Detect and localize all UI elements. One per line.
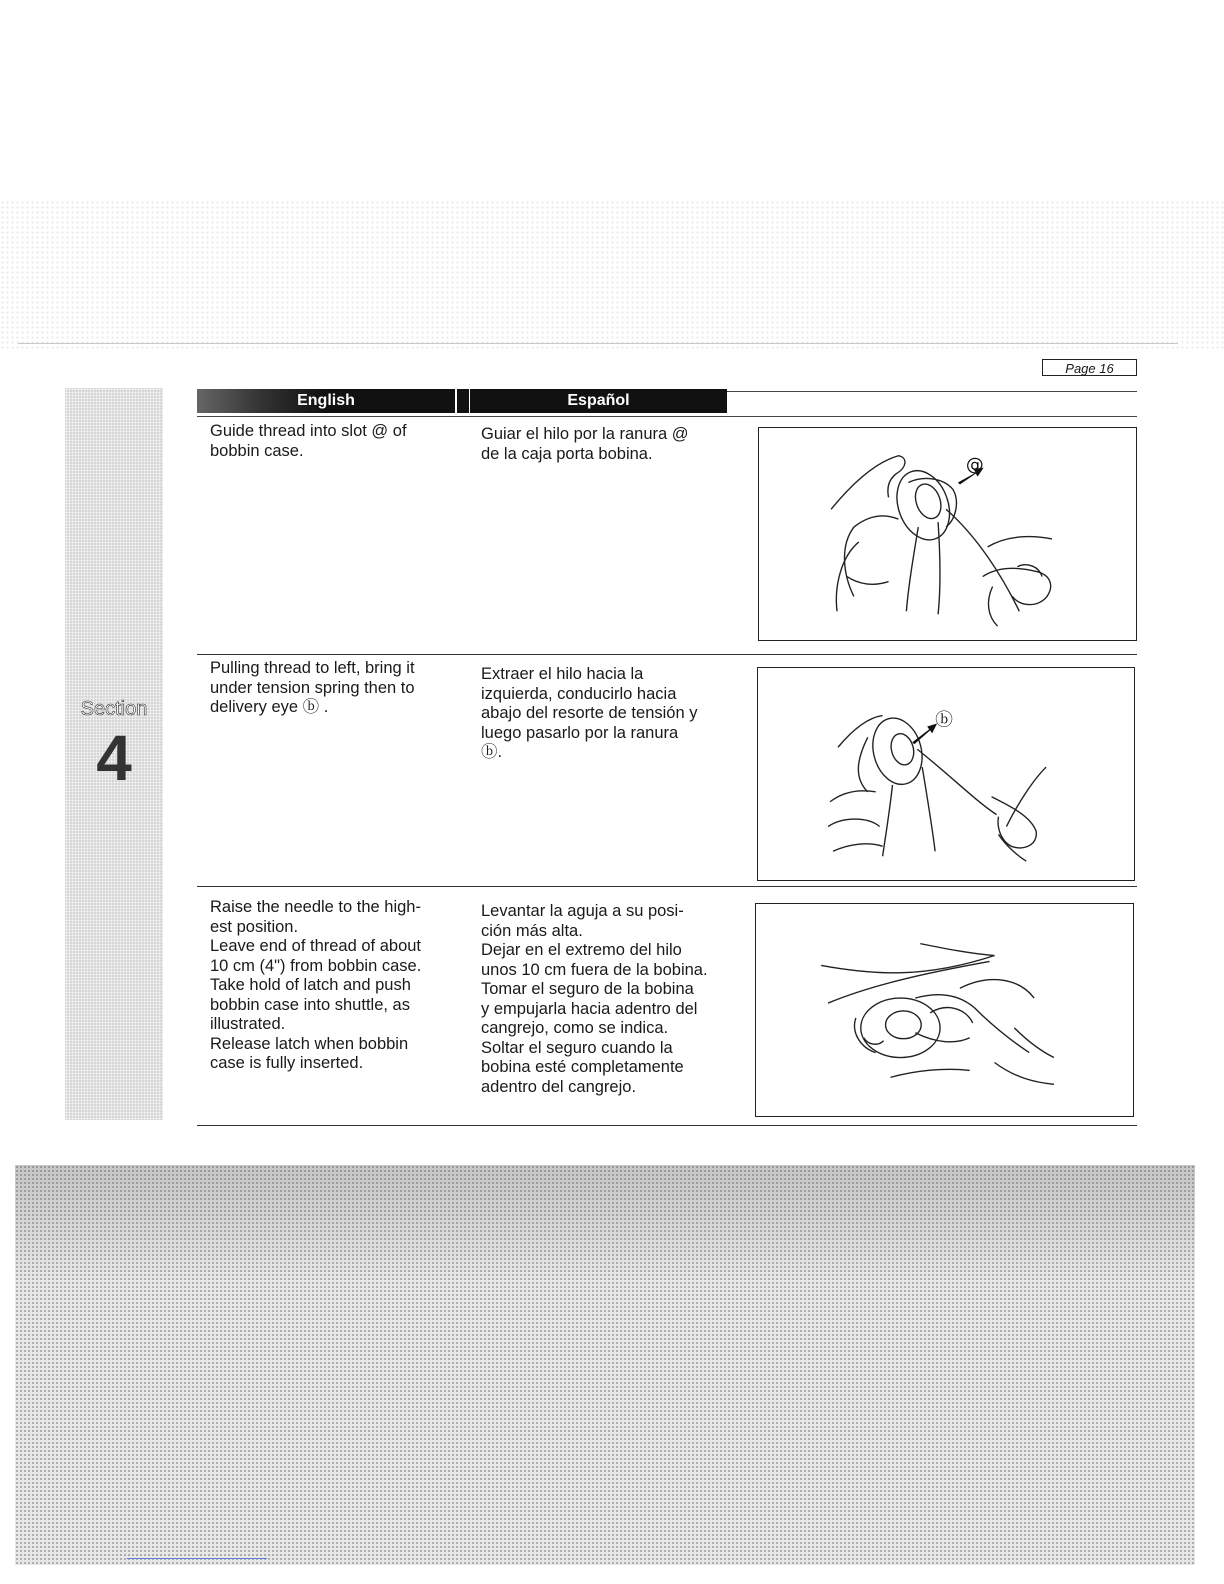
step-divider — [197, 886, 1137, 887]
section-label: Section — [80, 698, 148, 720]
section-number: 4 — [96, 722, 132, 794]
bottom-rule — [127, 1558, 267, 1559]
scan-noise-top — [0, 200, 1224, 350]
tension-spring-figure — [757, 667, 1135, 881]
header-underline — [197, 416, 1137, 417]
top-rule — [18, 343, 1178, 344]
bobbin-case-slot-figure — [758, 427, 1137, 641]
scan-noise-bottom — [15, 1165, 1195, 1565]
step-3-english: Raise the needle to the high- est position. Leave end of thread of about 10 cm (4") from bobbin case. Take hold of latch and push bobbin case into shuttle, as illustrated. Release latch when bobbin case is fully inserted. — [210, 898, 422, 1072]
english-column-header: English — [197, 389, 455, 413]
header-rule — [727, 391, 1137, 392]
spanish-column-header: Español — [470, 389, 727, 413]
page-number: Page 16 — [1042, 359, 1137, 376]
figure-callout-b: ⓑ — [935, 709, 953, 731]
step-divider — [197, 1125, 1137, 1126]
step-2-english: Pulling thread to left, bring it under tension spring then to delivery eye ⓑ . — [210, 659, 415, 716]
step-1-spanish: Guiar el hilo por la ranura @ de la caja porta bobina. — [481, 425, 689, 463]
section-tab — [65, 388, 163, 1120]
header-separator — [457, 389, 469, 413]
shuttle-insertion-figure — [755, 903, 1134, 1117]
step-2-spanish: Extraer el hilo hacia la izquierda, conducirlo hacia abajo del resorte de tensión y luego pasarlo por la ranura ⓑ. — [481, 665, 698, 761]
step-1-english: Guide thread into slot @ of bobbin case. — [210, 422, 407, 460]
step-divider — [197, 654, 1137, 655]
step-3-spanish: Levantar la aguja a su posi- ción más alta. Dejar en el extremo del hilo unos 10 cm fuera de la bobina. Tomar el seguro de la bobina y empujarla hacia adentro del cangrejo, como se indica. Soltar el seguro cuando la bobina esté completamente adentro del cangrejo. — [481, 902, 708, 1096]
figure-callout-a: @ — [965, 454, 984, 476]
